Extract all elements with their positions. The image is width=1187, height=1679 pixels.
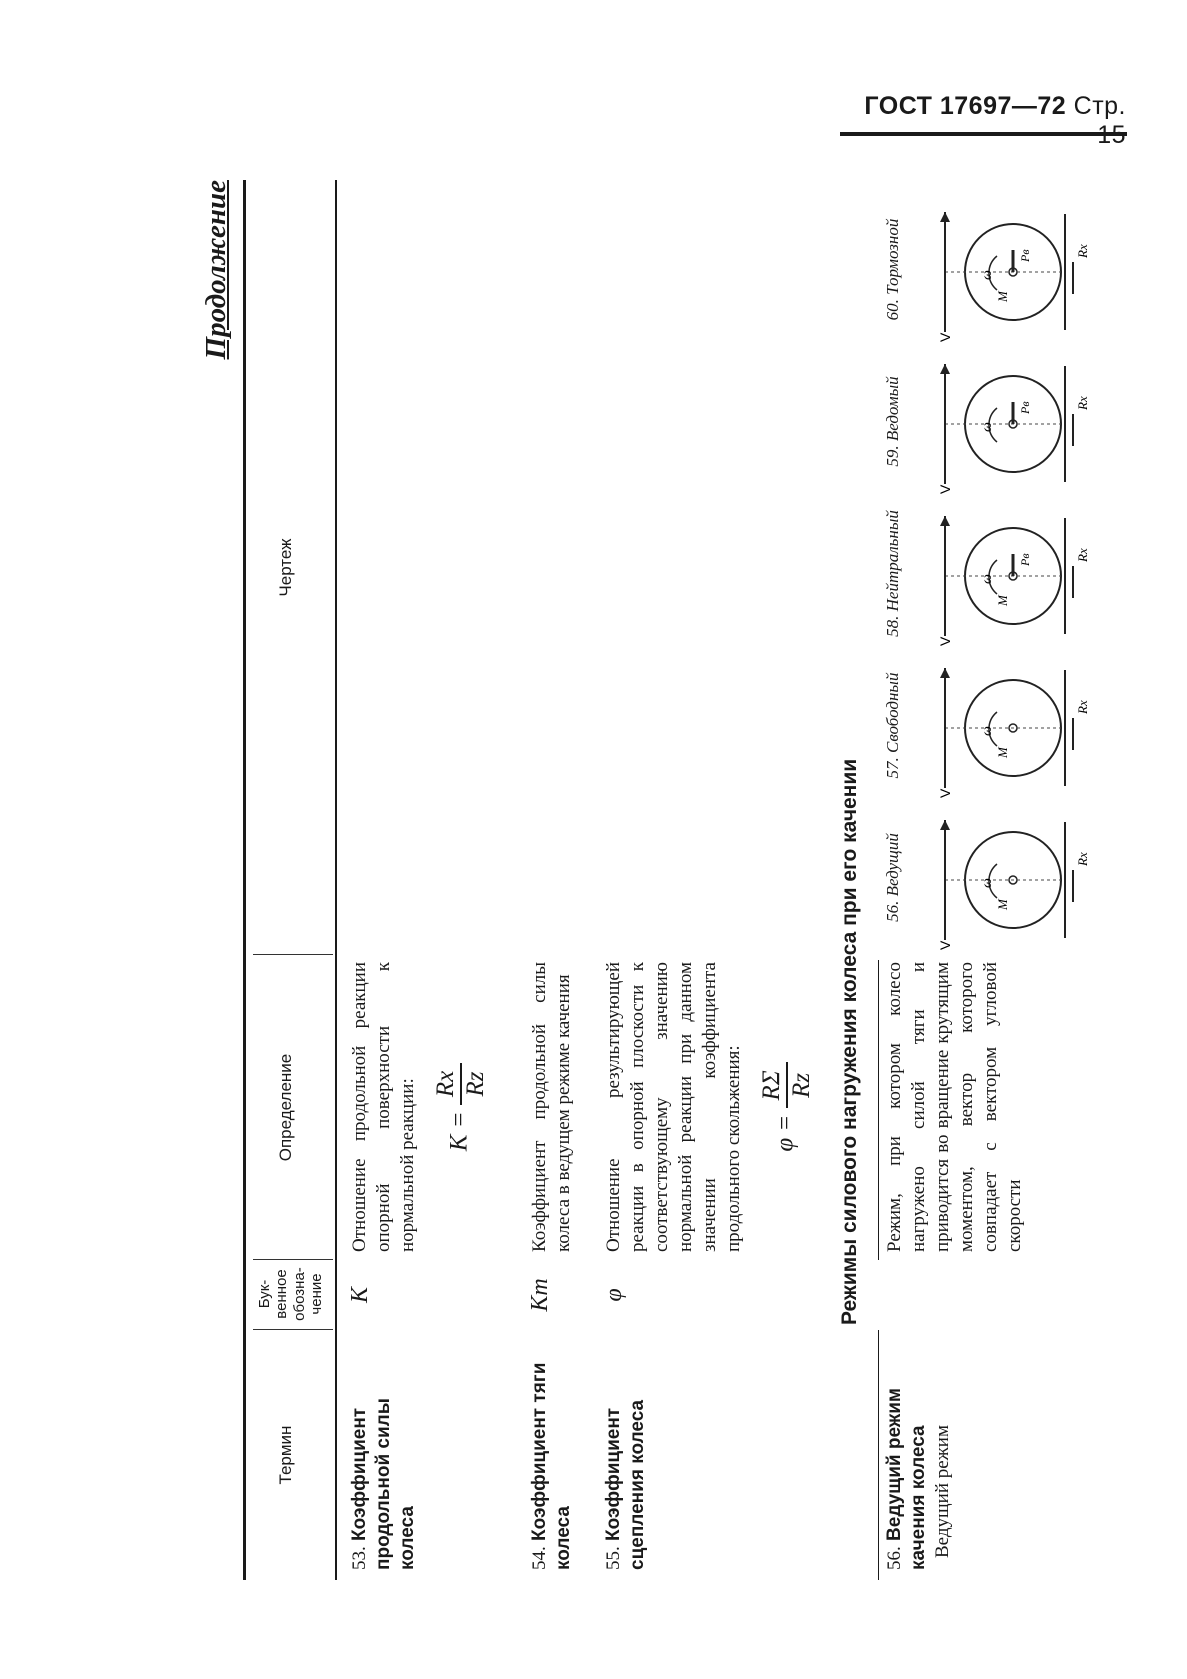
header-definition: Определение [276,1053,295,1162]
wheel-diagram-caption: 57. Свободный [883,672,902,779]
wheel-icon [878,197,1118,342]
rotated-table [198,180,1178,1580]
page-header [846,92,1126,150]
svg-text:M: M [995,747,1010,758]
wheel-diagram-56 [878,805,1168,950]
svg-text:Rx: Rx [1075,244,1090,258]
row-53-definition: Отношение продольной реакции опорной поверхности к нормальной реакции: K = Rx Rz [349,962,489,1252]
wheel-diagram-57 [878,653,1168,798]
header-drawing: Чертеж [276,538,295,597]
wheel-diagram-caption: 60. Тормозной [883,218,902,321]
row-55-term: 55. Коэффициент сцепления колеса [603,1399,648,1570]
wheel-diagrams [878,180,1168,950]
svg-text:Rx: Rx [1075,396,1090,410]
row-54-symbol: Kт [527,1278,553,1312]
svg-text:M: M [995,595,1010,606]
svg-text:Pв: Pв [1018,553,1032,566]
svg-text:V: V [937,788,953,798]
svg-text:Rx: Rx [1075,852,1090,866]
svg-text:V: V [937,332,953,342]
svg-text:ω: ω [980,574,995,584]
svg-text:Pв: Pв [1018,401,1032,414]
continuation-label: Продолжение [200,180,232,360]
svg-text:V: V [937,484,953,494]
row-56-definition: Режим, при котором колесо нагружено силой тяги и приводится во вращение крутящим моментом, вектор которого совпадает с вектором угловой скорости [884,962,1025,1252]
row-56-rule-b [878,960,879,1260]
wheel-diagram-caption: 59. Ведомый [883,376,902,467]
wheel-icon [878,653,1118,798]
wheel-icon [878,501,1118,646]
gost-number: ГОСТ 17697—72 [864,92,1067,120]
svg-text:M: M [995,291,1010,302]
row-56-rule-a [878,1330,879,1580]
wheel-diagram-caption: 58. Нейтральный [883,510,902,637]
header-rule [840,132,1127,136]
row-55-definition: Отношение результирующей реакции в опорной плоскости к соответствующему значению нормальной реакции при данном значении коэффициента продольного скольжения: φ = RΣ Rz [603,962,815,1252]
header-term: Термин [276,1425,295,1485]
wheel-icon [878,349,1118,494]
svg-text:ω: ω [980,878,995,888]
svg-text:ω: ω [980,422,995,432]
svg-text:Rx: Rx [1075,548,1090,562]
row-54-definition: Коэффициент продольной силы колеса в ведущем режиме качения [529,962,574,1252]
formula-k: K = Rx Rz [434,962,488,1252]
wheel-diagram-60 [878,197,1168,342]
svg-text:Rx: Rx [1075,700,1090,714]
row-56-synonym: Ведущий режим [932,1425,953,1558]
wheel-diagram-caption: 56. Ведущий [883,833,902,922]
svg-text:Pв: Pв [1018,249,1032,262]
section-title: Режимы силового нагружения колеса при его качении [838,758,861,1325]
page-number: Стр. [1073,92,1126,120]
svg-text:V: V [937,636,953,646]
svg-text:M: M [995,899,1010,910]
row-53-term: 53. Коэффициент продольной силы колеса [349,1398,418,1570]
wheel-diagram-58 [878,501,1168,646]
row-54-term: 54. Коэффициент тяги колеса [529,1362,574,1570]
row-55-symbol: φ [601,1288,627,1302]
wheel-diagram-59 [878,349,1168,494]
header-symbol: Бук-венное обозна-чение [256,1267,325,1321]
row-56-term: 56. Ведущий режим качения колеса [884,1388,929,1570]
svg-text:ω: ω [980,270,995,280]
header-bottom-rule [335,180,337,1580]
table-top-rule [243,180,246,1580]
svg-text:V: V [937,940,953,950]
wheel-icon [878,805,1118,950]
svg-text:ω: ω [980,726,995,736]
row-53-symbol: K [347,1287,373,1304]
formula-phi: φ = RΣ Rz [760,962,814,1252]
